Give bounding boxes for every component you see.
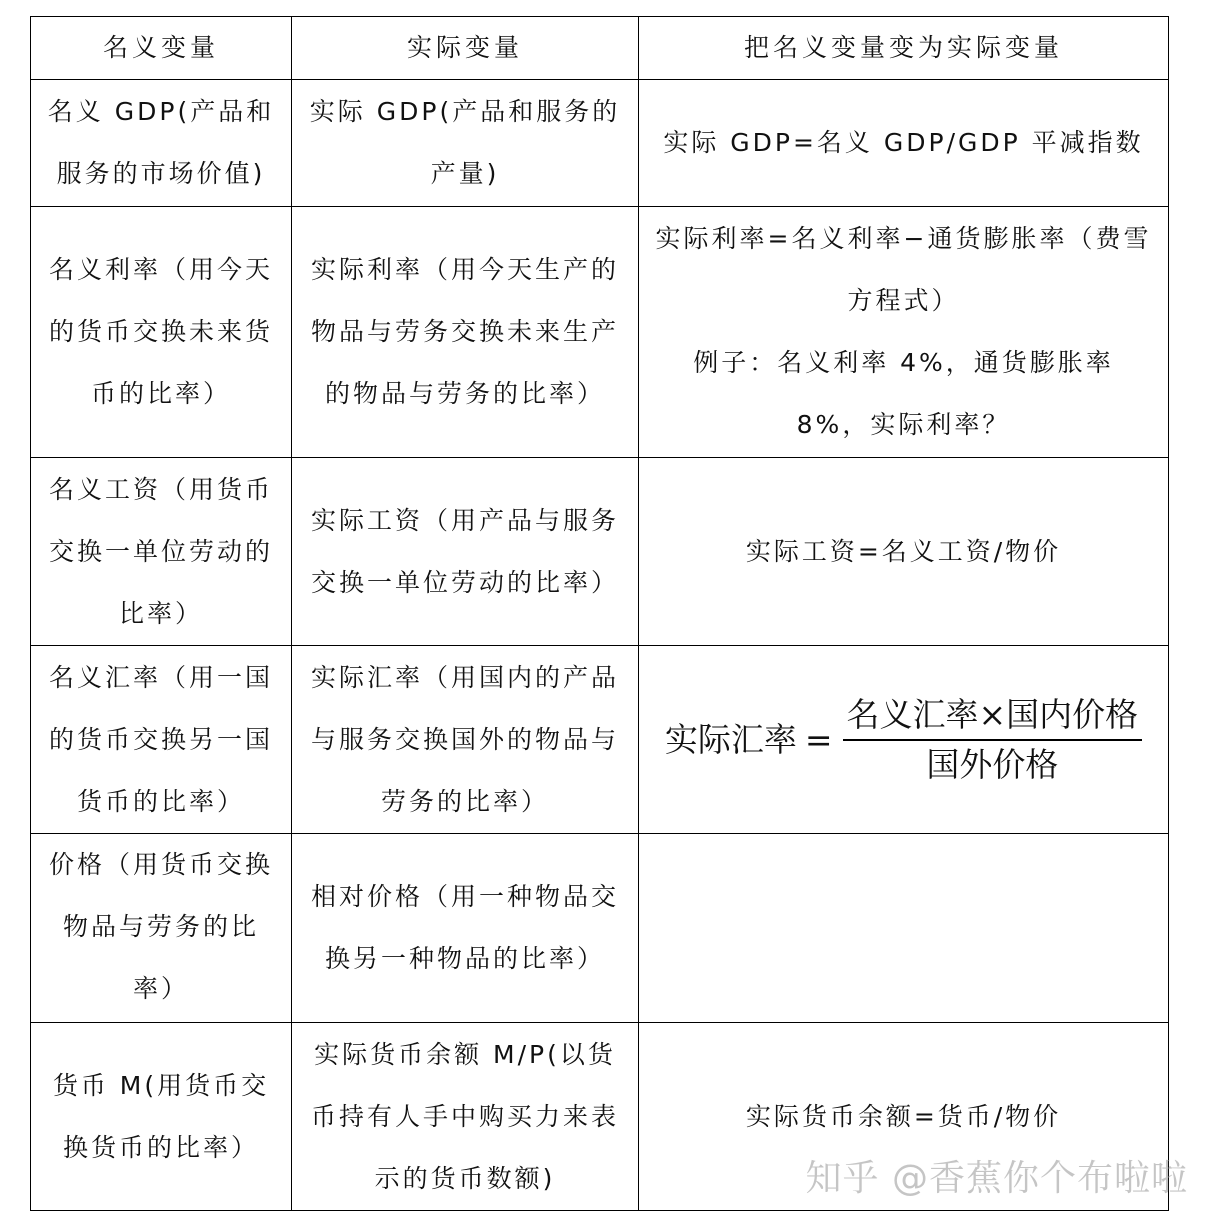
row-exchange-rate: [31, 646, 1169, 834]
real-wage-cell: 实际工资（用产品与服务交换一单位劳动的比率）: [292, 458, 639, 646]
header-row: [31, 17, 1169, 80]
header-nominal: 名义变量: [31, 17, 292, 80]
nominal-exchange-cell: 名义汇率（用一国的货币交换另一国货币的比率）: [31, 646, 292, 834]
real-exchange-rate-formula: [665, 695, 1142, 784]
money-cell: 货币 M(用货币交换货币的比率）: [31, 1023, 292, 1211]
formula-equals: =: [804, 719, 833, 759]
header-real: 实际变量: [292, 17, 639, 80]
real-gdp-cell: 实际 GDP(产品和服务的产量): [292, 80, 639, 207]
gdp-conversion-cell: 实际 GDP=名义 GDP/GDP 平减指数: [639, 80, 1169, 207]
real-exchange-cell: 实际汇率（用国内的产品与服务交换国外的物品与劳务的比率）: [292, 646, 639, 834]
comparison-table: [30, 16, 1169, 1211]
interest-example: 例子：名义利率 4%，通货膨胀率 8%，实际利率？: [693, 348, 1114, 439]
money-conversion-cell: 实际货币余额=货币/物价: [639, 1023, 1169, 1211]
real-money-balance-cell: 实际货币余额 M/P(以货币持有人手中购买力来表示的货币数额): [292, 1023, 639, 1211]
zhihu-watermark: 知乎 @香蕉你个布啦啦: [805, 1158, 1188, 1199]
relative-price-cell: 相对价格（用一种物品交换另一种物品的比率）: [292, 834, 639, 1023]
row-price: [31, 834, 1169, 1023]
price-cell: 价格（用货币交换物品与劳务的比率）: [31, 834, 292, 1023]
formula-lhs: 实际汇率: [664, 719, 797, 759]
row-wage: [31, 458, 1169, 646]
price-conversion-cell: [639, 834, 1169, 1023]
nominal-interest-cell: 名义利率（用今天的货币交换未来货币的比率）: [31, 207, 292, 458]
wage-conversion-cell: 实际工资=名义工资/物价: [639, 458, 1169, 646]
formula-denominator: 国外价格: [926, 744, 1059, 784]
row-gdp: [31, 80, 1169, 207]
formula-numerator: 名义汇率×国内价格: [843, 695, 1143, 741]
row-interest-rate: [31, 207, 1169, 458]
nominal-wage-cell: 名义工资（用货币交换一单位劳动的比率）: [31, 458, 292, 646]
header-conversion: 把名义变量变为实际变量: [639, 17, 1169, 80]
exchange-conversion-cell: [639, 646, 1169, 834]
fisher-equation: 实际利率=名义利率−通货膨胀率（费雪方程式）: [655, 224, 1152, 315]
real-interest-cell: 实际利率（用今天生产的物品与劳务交换未来生产的物品与劳务的比率）: [292, 207, 639, 458]
formula-fraction: [843, 695, 1143, 784]
interest-conversion-cell: [639, 207, 1169, 458]
nominal-gdp-cell: 名义 GDP(产品和服务的市场价值): [31, 80, 292, 207]
